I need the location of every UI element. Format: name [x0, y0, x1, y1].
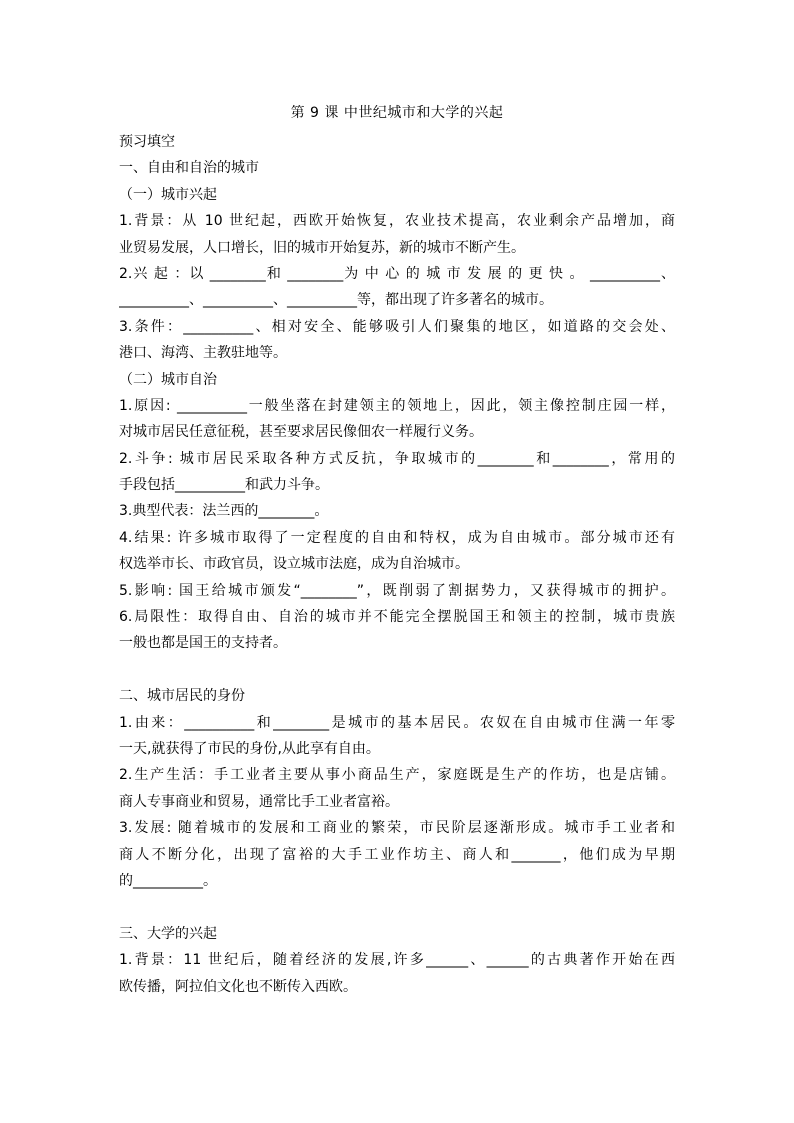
- document-body: [119, 129, 675, 1000]
- paragraph-line: 对城市居民任意征税，甚至要求居民像佃农一样履行义务。: [119, 424, 483, 441]
- paragraph-line: 2.生产生活：手工业者主要从事小商品生产，家庭既是生产的作坊，也是店铺。: [119, 767, 675, 784]
- blank-line: [119, 657, 675, 683]
- paragraph-line: 3.典型代表：法兰西的________。: [119, 503, 329, 520]
- subsection-heading: （二）城市自治: [119, 371, 217, 388]
- paragraph-line: 2.兴 起 ：以 ________和 ________为 中 心 的 城 市 发 展 的 更 快 。 __________、: [119, 265, 675, 282]
- paragraph-line: 的__________。: [119, 872, 217, 889]
- paragraph-line: 1.由来：__________和________是城市的基本居民。农奴在自由城市住满一年零: [119, 714, 675, 731]
- paragraph-line: 权选举市长、市政官员，设立城市法庭，成为自治城市。: [119, 556, 469, 573]
- paragraph-line: 一天,就获得了市民的身份,从此享有自由。: [119, 740, 380, 757]
- paragraph-line: 商人不断分化，出现了富裕的大手工业作坊主、商人和_______，他们成为早期: [119, 846, 675, 863]
- paragraph-line: 一般也都是国王的支持者。: [119, 635, 287, 652]
- paragraph-line: 3.条件：__________、相对安全、能够吸引人们聚集的地区，如道路的交会处、: [119, 318, 675, 335]
- paragraph-line: 商人专事商业和贸易，通常比手工业者富裕。: [119, 793, 399, 810]
- paragraph-line: 6.局限性：取得自由、自治的城市并不能完全摆脱国王和领主的控制，城市贵族: [119, 609, 675, 626]
- blank-line: [119, 894, 675, 920]
- paragraph-line: 3.发展: 随着城市的发展和工商业的繁荣，市民阶层逐渐形成。城市手工业者和: [119, 820, 675, 837]
- paragraph-line: 欧传播，阿拉伯文化也不断传入西欧。: [119, 978, 357, 995]
- section-heading: 三、大学的兴起: [119, 925, 217, 942]
- paragraph-line: 2.斗争: 城市居民采取各种方式反抗，争取城市的________和________，常用的: [119, 450, 675, 467]
- paragraph-line: 4.结果: 许多城市取得了一定程度的自由和特权，成为自由城市。部分城市还有: [119, 529, 675, 546]
- paragraph-line: 业贸易发展，人口增长，旧的城市开始复苏，新的城市不断产生。: [119, 239, 525, 256]
- paragraph-line: 1.原因: __________一般坐落在封建领主的领地上，因此，领主像控制庄园一样，: [119, 397, 675, 414]
- subsection-heading: （一）城市兴起: [119, 186, 217, 203]
- section-heading: 一、自由和自治的城市: [119, 160, 259, 177]
- lesson-title: 第 9 课 中世纪城市和大学的兴起: [290, 105, 504, 121]
- section-heading: 二、城市居民的身份: [119, 688, 245, 705]
- section-label: 预习填空: [119, 134, 175, 150]
- paragraph-line: __________、__________、__________等，都出现了许多著名的城市。: [119, 292, 553, 309]
- paragraph-line: 港口、海湾、主教驻地等。: [119, 345, 287, 362]
- paragraph-line: 1.背景：从 10 世纪起，西欧开始恢复，农业技术提高，农业剩余产品增加，商: [119, 213, 675, 230]
- paragraph-line: 5.影响: 国王给城市颁发“________”，既削弱了割据势力，又获得城市的拥护。: [119, 582, 675, 599]
- paragraph-line: 手段包括__________和武力斗争。: [119, 477, 329, 494]
- paragraph-line: 1.背景：11 世纪后，随着经济的发展,许多______、______的古典著作开始在西: [119, 952, 675, 969]
